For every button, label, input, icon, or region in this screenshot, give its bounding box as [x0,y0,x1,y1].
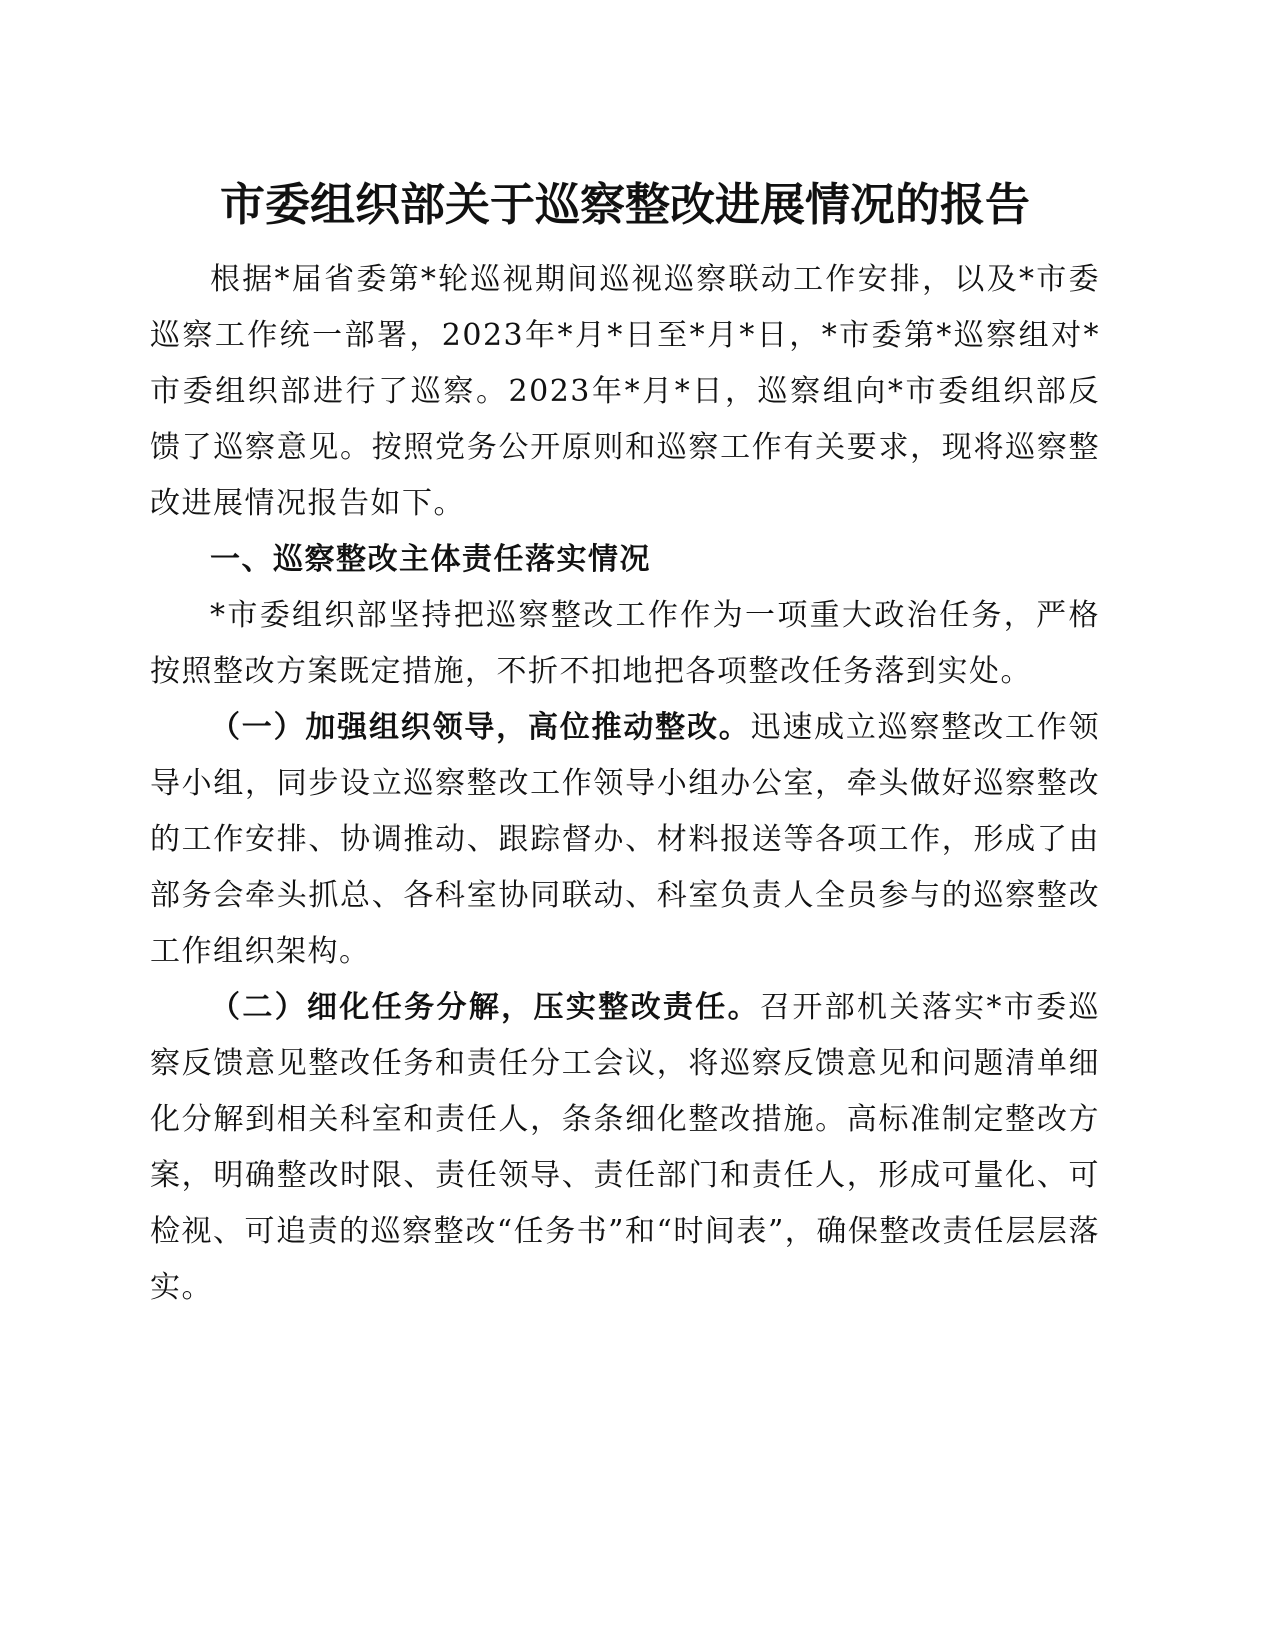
item-paragraph-2 [150,980,1100,1316]
item-lead-2: （二）细化任务分解，压实整改责任。 [210,990,760,1025]
item-text-2: 召开部机关落实*市委巡察反馈意见整改任务和责任分工会议，将巡察反馈意见和问题清单细化分解到相关科室和责任人，条条细化整改措施。高标准制定整改方案，明确整改时限、责任领导、责任部门和责任人，形成可量化、可检视、可追责的巡察整改“任务书”和“时间表”，确保整改责任层层落实。 [150,990,1101,1305]
item-text-1: 迅速成立巡察整改工作领导小组，同步设立巡察整改工作领导小组办公室，牵头做好巡察整改的工作安排、协调推动、跟踪督办、材料报送等各项工作，形成了由部务会牵头抓总、各科室协同联动、科室负责人全员参与的巡察整改工作组织架构。 [150,710,1101,969]
intro-paragraph: 根据*届省委第*轮巡视期间巡视巡察联动工作安排，以及*市委巡察工作统一部署，2023年*月*日至*月*日，*市委第*巡察组对*市委组织部进行了巡察。2023年*月*日，巡察组向*市委组织部反馈了巡察意见。按照党务公开原则和巡察工作有关要求，现将巡察整改进展情况报告如下。 [150,262,1100,521]
document-title: 市委组织部关于巡察整改进展情况的报告 [219,178,1030,231]
section-paragraph: *市委组织部坚持把巡察整改工作作为一项重大政治任务，严格按照整改方案既定措施，不折不扣地把各项整改任务落到实处。 [150,598,1100,689]
document-page [150,170,1100,1316]
section-heading: 一、巡察整改主体责任落实情况 [210,542,651,577]
item-paragraph-1 [150,700,1100,980]
item-lead-1: （一）加强组织领导，高位推动整改。 [210,710,751,745]
